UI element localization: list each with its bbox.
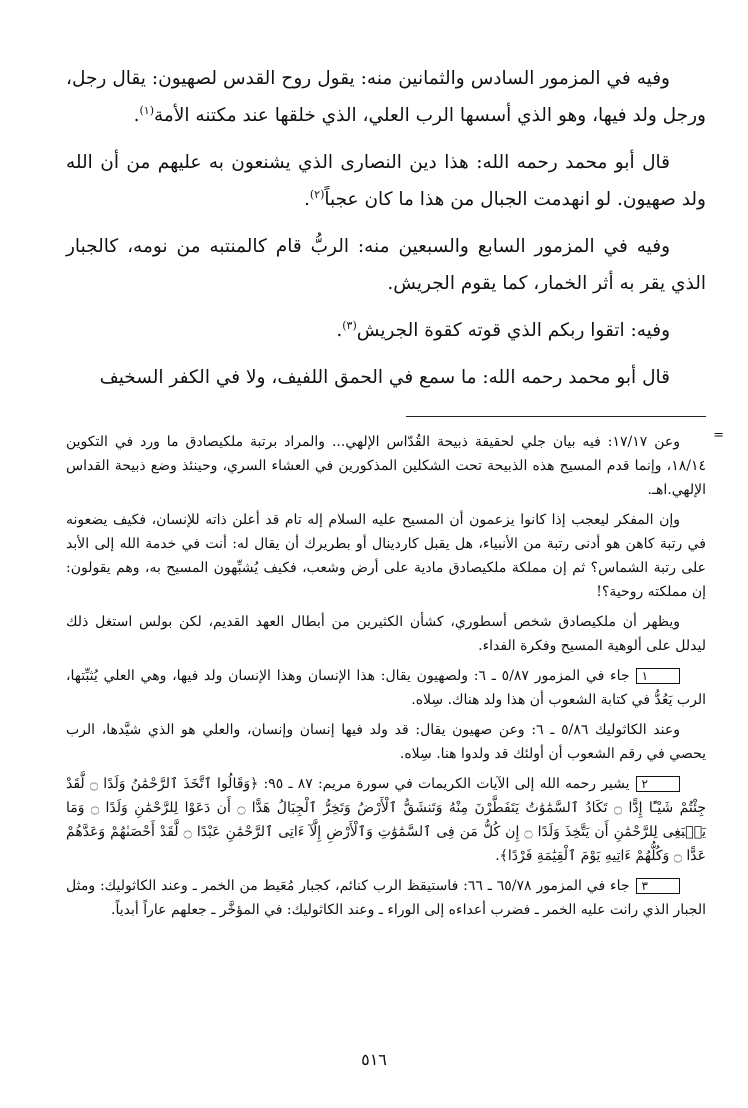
footnote-continued-3: ويظهر أن ملكيصادق شخص أسطوري، كشأن الكثيرين من أبطال العهد القديم، لكن بولس استغل ذلك ليدلل على ألوهية المسيح وفكرة الفداء. — [66, 614, 706, 654]
separator-line — [406, 416, 706, 417]
continuation-mark: = — [713, 428, 724, 443]
footnotes — [66, 430, 706, 922]
paragraph-commentary-2: قال أبو محمد رحمه الله: ما سمع في الحمق اللفيف، ولا في الكفر السخيف — [99, 367, 670, 388]
footnote-continued-1: وعن ١٧/١٧: فيه بيان جلي لحقيقة ذبيحة القُدّاس الإلهي... والمراد برتبة ملكيصادق ما ورد في التكوين ١٨/١٤، وإنما قدم المسيح هذه الذبيحة تحت الشكلين المذكورين في العشاء السري، وحينئذ وضع ذبيحة القداس الإلهي.اهـ. — [66, 434, 706, 498]
footnote-number-1: ١ — [636, 668, 680, 684]
quran-verses: يشير رحمه الله إلى الآيات الكريمات في سورة مريم: ٨٧ ـ ٩٥: ﴿وَقَالُوا ٱتَّخَذَ ٱلرَّحْمَٰنُ وَلَدًا ۝ لَّقَدْ جِئْتُمْ شَيْـًٔا إِدًّا ۝ تَكَادُ ٱلسَّمَٰوَٰتُ يَتَفَطَّرْنَ مِنْهُ وَتَنشَقُّ ٱلْأَرْضُ وَتَخِرُّ ٱلْجِبَالُ هَدًّا ۝ أَن دَعَوْا لِلرَّحْمَٰنِ وَلَدًا ۝ وَمَا يَنۢبَغِى لِلرَّحْمَٰنِ أَن يَتَّخِذَ وَلَدًا ۝ إِن كُلُّ مَن فِى ٱلسَّمَٰوَٰتِ وَٱلْأَرْضِ إِلَّآ ءَاتِى ٱلرَّحْمَٰنِ عَبْدًا ۝ لَّقَدْ أَحْصَىٰهُمْ وَعَدَّهُمْ عَدًّا ۝ وَكُلُّهُمْ ءَاتِيهِ يَوْمَ ٱلْقِيَٰمَةِ فَرْدًا﴾. — [66, 776, 706, 864]
page-number: ٥١٦ — [361, 1050, 387, 1069]
footnote-separator — [66, 406, 724, 443]
paragraph-psalm-86: وفيه في المزمور السادس والثمانين منه: يقول روح القدس لصهيون: يقال رجل، ورجل ولد فيها، وهو الذي أسسها الرب العلي، الذي خلقها عند مكتنه الأمة$^{(١)}$. — [66, 68, 706, 126]
footnote-ref-3[interactable]: (٣) — [342, 318, 357, 332]
footnote-2 — [66, 772, 706, 868]
footnote-1-continued: وعند الكاثوليك ٥/٨٦ ـ ٦: وعن صهيون يقال: قد ولد فيها إنسان وإنسان، والعلي هو الذي شيَّدها، الرب يحصي في رقم الشعوب أن أولئك قد ولدوا هنا. سِلاه. — [66, 722, 706, 762]
paragraph-commentary-1: قال أبو محمد رحمه الله: هذا دين النصارى الذي يشنعون به عليهم من أن الله ولد صهيون. لو انهدمت الجبال من هذا ما كان عجباً$^{(٢)}$. — [66, 152, 706, 210]
footnote-3: ٣جاء في المزمور ٦٥/٧٨ ـ ٦٦: فاستيقظ الرب كنائم، كجبار مُعَيط من الخمر ـ وعند الكاثوليك: ومثل الجبار الذي رانت عليه الخمر ـ فضرب أعداءه إلى الوراء ـ وعند الكاثوليك: في المؤخَّر ـ جعلهم عاراً أبدياً. — [66, 878, 706, 918]
page — [66, 60, 724, 928]
footnote-ref-1[interactable]: (١) — [139, 103, 155, 117]
footnote-number-2: ٢ — [636, 776, 680, 792]
footnote-1: ١جاء في المزمور ٥/٨٧ ـ ٦: ولصهيون يقال: هذا الإنسان وهذا الإنسان ولد فيها، وهي العلي يُثبِّتها، الرب يَعُدُّ في كتابة الشعوب أن هذا ولد هناك. سِلاه. — [66, 668, 706, 708]
paragraph-psalm-77: وفيه في المزمور السابع والسبعين منه: الربُّ قام كالمنتبه من نومه، كالجبار الذي يقر به أثر الخمار، كما يقوم الجريش. — [66, 236, 706, 294]
footnote-number-3: ٣ — [636, 878, 680, 894]
footnote-ref-2[interactable]: (٢) — [309, 187, 325, 201]
paragraph-psalm-77-b: وفيه: اتقوا ربكم الذي قوته كقوة الجريش$^{(٣)}$. — [336, 318, 670, 341]
main-text — [66, 60, 706, 396]
footnote-continued-2: وإن المفكر ليعجب إذا كانوا يزعمون أن المسيح عليه السلام إله تام قد أعلن ذاته للإنسان، فكيف يضعونه في رتبة كاهن هو أدنى رتبة من الأنبياء، هل يقبل كاردينال أو بطريرك أن يقال له: أنت في خدمة الله إلى الأبد على رتبة الشماس؟ ثم إن مملكة ملكيصادق مادية على أرض وشعب، فكيف يُشبِّهون المسيح به، وهم يقولون: إن مملكته روحية؟! — [66, 512, 706, 600]
